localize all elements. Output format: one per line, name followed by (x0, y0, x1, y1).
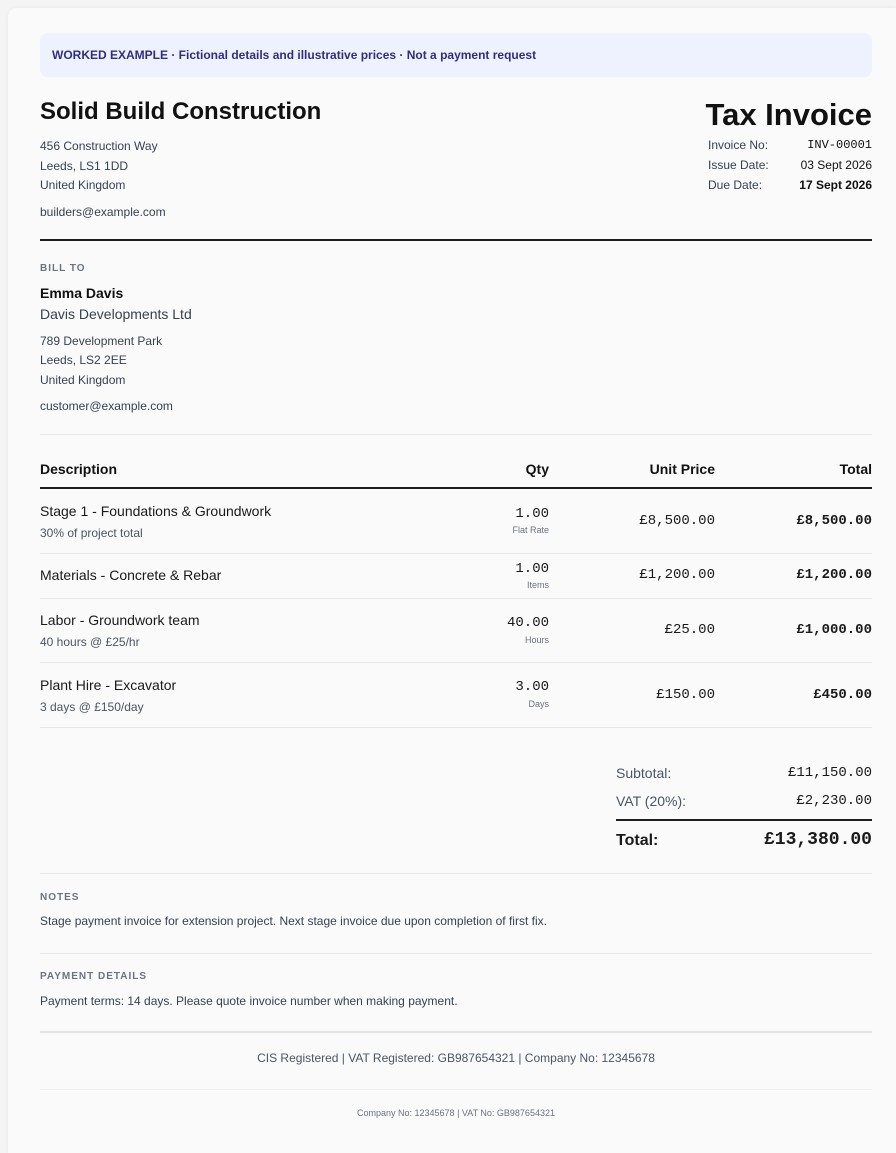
header-divider (40, 239, 872, 241)
invoice-page (8, 8, 896, 1153)
grand-total-value: £13,380.00 (763, 830, 872, 850)
bill-to-divider (40, 434, 872, 435)
item-unit: Items (526, 580, 549, 590)
notes-divider (40, 953, 872, 954)
item-unit-price: £8,500.00 (639, 513, 715, 529)
worked-example-banner: WORKED EXAMPLE · Fictional details and illustrative prices · Not a payment request (40, 33, 872, 77)
item-detail: 3 days @ £150/day (40, 700, 144, 714)
customer-company: Davis Developments Ltd (40, 306, 192, 322)
vat-value: £2,230.00 (796, 793, 872, 809)
company-address-line: United Kingdom (40, 178, 126, 192)
item-unit-price: £25.00 (664, 622, 715, 638)
item-description: Plant Hire - Excavator (40, 677, 177, 693)
item-unit: Flat Rate (512, 525, 549, 535)
invoice-title: Tax Invoice (705, 97, 872, 132)
company-footer: Company No: 12345678 | VAT No: GB987654321 (357, 1108, 555, 1118)
customer-address-line: 789 Development Park (40, 334, 163, 348)
customer-email: customer@example.com (40, 399, 173, 413)
customer-address-line: Leeds, LS2 2EE (40, 353, 127, 367)
customer-name: Emma Davis (40, 285, 124, 301)
item-detail: 30% of project total (40, 526, 143, 540)
row-divider (40, 727, 872, 728)
item-unit: Hours (524, 635, 549, 645)
item-unit: Days (528, 699, 549, 709)
footer-divider (40, 1031, 872, 1033)
company-address-line: Leeds, LS1 1DD (40, 159, 129, 173)
due-date-label: Due Date: (708, 178, 763, 192)
item-qty: 40.00 (506, 615, 549, 631)
notes-text: Stage payment invoice for extension project. Next stage invoice due upon completion of first fix. (40, 914, 547, 928)
row-divider (40, 553, 872, 554)
company-address-line: 456 Construction Way (40, 139, 158, 153)
invoice-number-label: Invoice No: (708, 138, 769, 152)
company-name: Solid Build Construction (40, 98, 322, 125)
vat-label: VAT (20%): (616, 793, 687, 809)
row-divider (40, 598, 872, 599)
company-email: builders@example.com (40, 205, 166, 219)
registration-info: CIS Registered | VAT Registered: GB987654321 | Company No: 12345678 (257, 1051, 655, 1065)
issue-date-label: Issue Date: (708, 158, 769, 172)
item-qty: 1.00 (515, 561, 549, 577)
item-total: £8,500.00 (796, 513, 872, 529)
column-header-total: Total (839, 461, 872, 477)
item-detail: 40 hours @ £25/hr (40, 635, 140, 649)
item-total: £1,000.00 (796, 622, 872, 638)
invoice-number: INV-00001 (807, 138, 872, 152)
column-header-description: Description (40, 461, 118, 477)
issue-date: 03 Sept 2026 (800, 158, 872, 172)
column-header-unit-price: Unit Price (649, 461, 715, 477)
summary-divider (40, 873, 872, 874)
item-description: Stage 1 - Foundations & Groundwork (40, 503, 272, 519)
customer-address-line: United Kingdom (40, 373, 126, 387)
due-date: 17 Sept 2026 (799, 178, 872, 192)
item-description: Labor - Groundwork team (40, 612, 200, 628)
bill-to-label: BILL TO (40, 263, 86, 274)
row-divider (40, 662, 872, 663)
footer-inner-divider (40, 1089, 872, 1090)
item-unit-price: £1,200.00 (639, 567, 715, 583)
payment-details-label: PAYMENT DETAILS (40, 971, 148, 982)
grand-total-label: Total: (616, 832, 659, 849)
payment-terms-text: Payment terms: 14 days. Please quote invoice number when making payment. (40, 994, 458, 1008)
item-unit-price: £150.00 (656, 687, 715, 703)
column-header-qty: Qty (525, 461, 549, 477)
item-total: £1,200.00 (796, 567, 872, 583)
subtotal-value: £11,150.00 (787, 765, 872, 781)
total-divider (616, 819, 872, 821)
item-description: Materials - Concrete & Rebar (40, 567, 222, 583)
item-total: £450.00 (813, 687, 872, 703)
item-qty: 3.00 (515, 679, 549, 695)
item-qty: 1.00 (515, 506, 549, 522)
table-header-divider (40, 487, 872, 489)
subtotal-label: Subtotal: (616, 765, 672, 781)
notes-label: NOTES (40, 892, 80, 903)
